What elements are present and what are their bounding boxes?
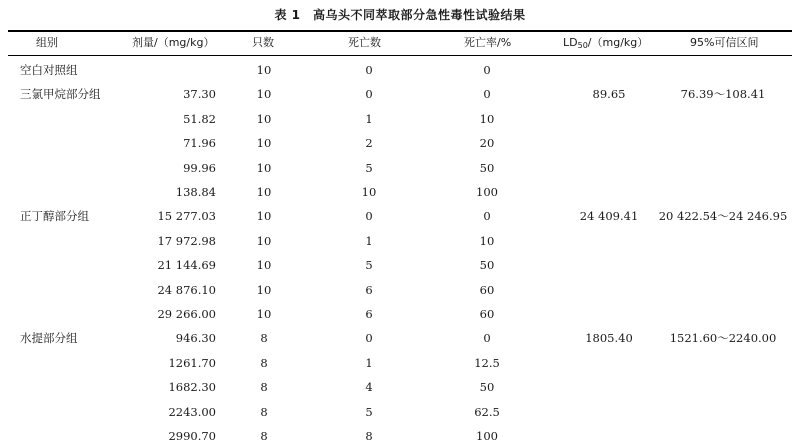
cell-mortality: 0: [483, 87, 491, 102]
cell-group: 三氯甲烷部分组: [20, 87, 101, 102]
cell-group: 正丁醇部分组: [20, 209, 89, 224]
cell-deaths: 1: [365, 111, 373, 126]
cell-mortality: 50: [479, 160, 495, 175]
header-ld50-prefix: LD: [563, 36, 578, 49]
cell-deaths: 5: [365, 258, 373, 273]
cell-deaths: 1: [365, 233, 373, 248]
cell-dose: 1682.30: [168, 380, 216, 395]
cell-mortality: 10: [479, 111, 495, 126]
cell-ci: 76.39～108.41: [680, 87, 766, 102]
header-ci: 95%可信区间: [690, 36, 759, 49]
cell-dose: 29 266.00: [157, 307, 216, 321]
cell-count: 10: [256, 233, 272, 248]
cell-mortality: 20: [479, 136, 495, 151]
cell-count: 10: [256, 307, 272, 321]
header-rule: [8, 55, 792, 56]
header-mortality: 死亡率/%: [464, 36, 512, 49]
cell-dose: 1261.70: [168, 355, 216, 370]
cell-count: 8: [260, 380, 268, 395]
cell-deaths: 8: [365, 429, 373, 443]
cell-mortality: 50: [479, 258, 495, 273]
header-count: 只数: [252, 36, 274, 49]
cell-mortality: 50: [479, 380, 495, 395]
cell-count: 8: [260, 355, 268, 370]
header-ld50: [563, 36, 648, 53]
cell-mortality: 0: [483, 209, 491, 224]
cell-count: 8: [260, 429, 268, 443]
cell-dose: 37.30: [183, 87, 216, 102]
cell-deaths: 6: [365, 307, 373, 321]
cell-deaths: 2: [365, 136, 373, 151]
cell-ld50: 24 409.41: [579, 209, 639, 224]
cell-dose: 51.82: [183, 111, 216, 126]
cell-count: 10: [256, 111, 272, 126]
cell-count: 10: [256, 136, 272, 151]
cell-mortality: 12.5: [474, 355, 500, 370]
top-rule: [8, 30, 792, 32]
header-ld50-suffix: /（mg/kg）: [587, 36, 649, 49]
cell-dose: 21 144.69: [157, 258, 216, 273]
cell-deaths: 4: [365, 380, 373, 395]
header-ld50-sub: 50: [577, 41, 588, 50]
cell-mortality: 62.5: [474, 404, 500, 419]
cell-dose: 17 972.98: [157, 233, 216, 248]
cell-mortality: 100: [476, 185, 498, 199]
cell-deaths: 5: [365, 160, 373, 175]
cell-deaths: 6: [365, 282, 373, 297]
cell-mortality: 100: [476, 429, 498, 443]
header-group: 组别: [36, 36, 58, 49]
cell-dose: 71.96: [183, 136, 216, 151]
cell-ld50: 1805.40: [585, 331, 633, 346]
cell-ci: 1521.60～2240.00: [669, 331, 777, 346]
cell-count: 10: [256, 185, 272, 199]
cell-dose: 2243.00: [168, 404, 216, 419]
cell-group: 空白对照组: [20, 63, 78, 77]
cell-dose: 946.30: [175, 331, 216, 346]
cell-mortality: 60: [479, 307, 495, 321]
cell-count: 10: [256, 258, 272, 273]
cell-count: 8: [260, 404, 268, 419]
cell-dose: 24 876.10: [157, 282, 216, 297]
cell-count: 8: [260, 331, 268, 346]
cell-count: 10: [256, 282, 272, 297]
cell-mortality: 60: [479, 282, 495, 297]
header-deaths: 死亡数: [348, 36, 381, 49]
cell-deaths: 5: [365, 404, 373, 419]
cell-dose: 99.96: [183, 160, 216, 175]
table-caption: 表 1 高乌头不同萃取部分急性毒性试验结果: [274, 8, 526, 22]
cell-count: 10: [256, 209, 272, 224]
cell-dose: 138.84: [175, 185, 216, 199]
cell-deaths: 0: [365, 87, 373, 102]
cell-ld50: 89.65: [592, 87, 626, 102]
cell-deaths: 0: [365, 209, 373, 224]
cell-mortality: 10: [479, 233, 495, 248]
cell-count: 10: [256, 160, 272, 175]
cell-count: 10: [256, 63, 272, 77]
cell-ci: 20 422.54～24 246.95: [658, 209, 788, 224]
cell-deaths: 0: [365, 63, 373, 77]
cell-dose: 2990.70: [168, 429, 216, 443]
cell-mortality: 0: [483, 63, 491, 77]
cell-deaths: 0: [365, 331, 373, 346]
cell-deaths: 1: [365, 355, 373, 370]
cell-count: 10: [256, 87, 272, 102]
cell-dose: 15 277.03: [157, 209, 216, 224]
cell-mortality: 0: [483, 331, 491, 346]
cell-deaths: 10: [361, 185, 377, 199]
cell-group: 水提部分组: [20, 331, 78, 346]
header-dose: 剂量/（mg/kg）: [132, 36, 215, 49]
